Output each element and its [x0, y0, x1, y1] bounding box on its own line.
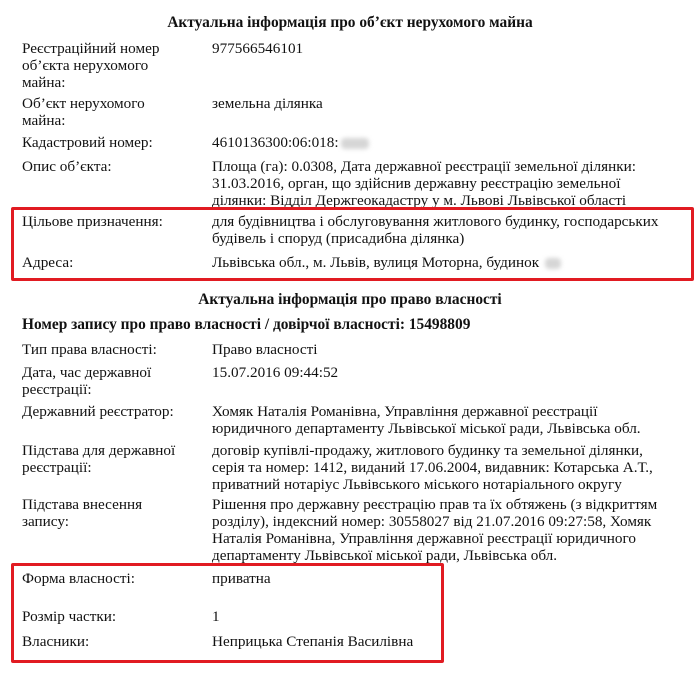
row-label: Власники: — [22, 633, 90, 650]
ownership-section-title: Актуальна інформація про право власності — [198, 291, 502, 308]
cadastral-number-text: 4610136300:06:018: — [212, 134, 339, 151]
row-label: Реєстраційний номер об’єкта нерухомого майна: — [22, 40, 160, 91]
row-label: Дата, час державної реєстрації: — [22, 364, 152, 398]
row-value: приватна — [212, 570, 271, 587]
row-value: 1 — [212, 608, 220, 625]
ownership-record-number: Номер запису про право власності / довірчої власності: 15498809 — [22, 316, 471, 333]
row-value: Право власності — [212, 341, 318, 358]
address-text: Львівська обл., м. Львів, вулиця Моторна, будинок — [212, 254, 540, 271]
row-label: Форма власності: — [22, 570, 135, 587]
row-value: 977566546101 — [212, 40, 304, 57]
redacted-mark — [341, 138, 369, 149]
row-value: Площа (га): 0.0308, Дата державної реєстрації земельної ділянки: 31.03.2016, орган, що здійснив державну реєстрацію земельної ділянки: Відділ Держгеокадастру у м. Львові Львівської області — [212, 158, 636, 209]
row-value: земельна ділянка — [212, 95, 323, 112]
row-label: Кадастровий номер: — [22, 134, 153, 151]
row-value: для будівництва і обслуговування житлового будинку, господарських будівель і споруд (присадибна ділянка) — [212, 213, 659, 247]
row-label: Цільове призначення: — [22, 213, 163, 230]
row-value: 15.07.2016 09:44:52 — [212, 364, 339, 381]
highlight-box-purpose-address — [11, 207, 694, 281]
row-label: Об’єкт нерухомого майна: — [22, 95, 145, 129]
row-value: договір купівлі-продажу, житлового будинку та земельної ділянки, серія та номер: 1412, виданий 17.06.2004, видавник: Котарська А.Т., приватний нотаріус Львівського міського нотаріального округу — [212, 442, 653, 493]
row-value: Неприцька Степанія Василівна — [212, 633, 414, 650]
row-label: Розмір частки: — [22, 608, 117, 625]
row-label: Підстава внесення запису: — [22, 496, 143, 530]
row-label: Опис об’єкта: — [22, 158, 112, 175]
property-section-title: Актуальна інформація про об’єкт нерухомого майна — [167, 14, 533, 31]
row-label: Державний реєстратор: — [22, 403, 174, 420]
row-label: Підстава для державної реєстрації: — [22, 442, 176, 476]
row-value — [212, 134, 674, 151]
row-value: Хомяк Наталія Романівна, Управління державної реєстрації юридичного департаменту Львівської міської ради, Львівська обл. — [212, 403, 641, 437]
row-value: Рішення про державну реєстрацію прав та їх обтяжень (з відкриттям розділу), індексний номер: 30558027 від 21.07.2016 09:27:58, Хомяк Наталія Романівна, Управління державної реєстрації юридичного департаменту Львівської міської ради, Львівська обл. — [212, 496, 658, 564]
highlight-box-ownership — [11, 563, 444, 663]
row-label: Адреса: — [22, 254, 74, 271]
row-label: Тип права власності: — [22, 341, 157, 358]
